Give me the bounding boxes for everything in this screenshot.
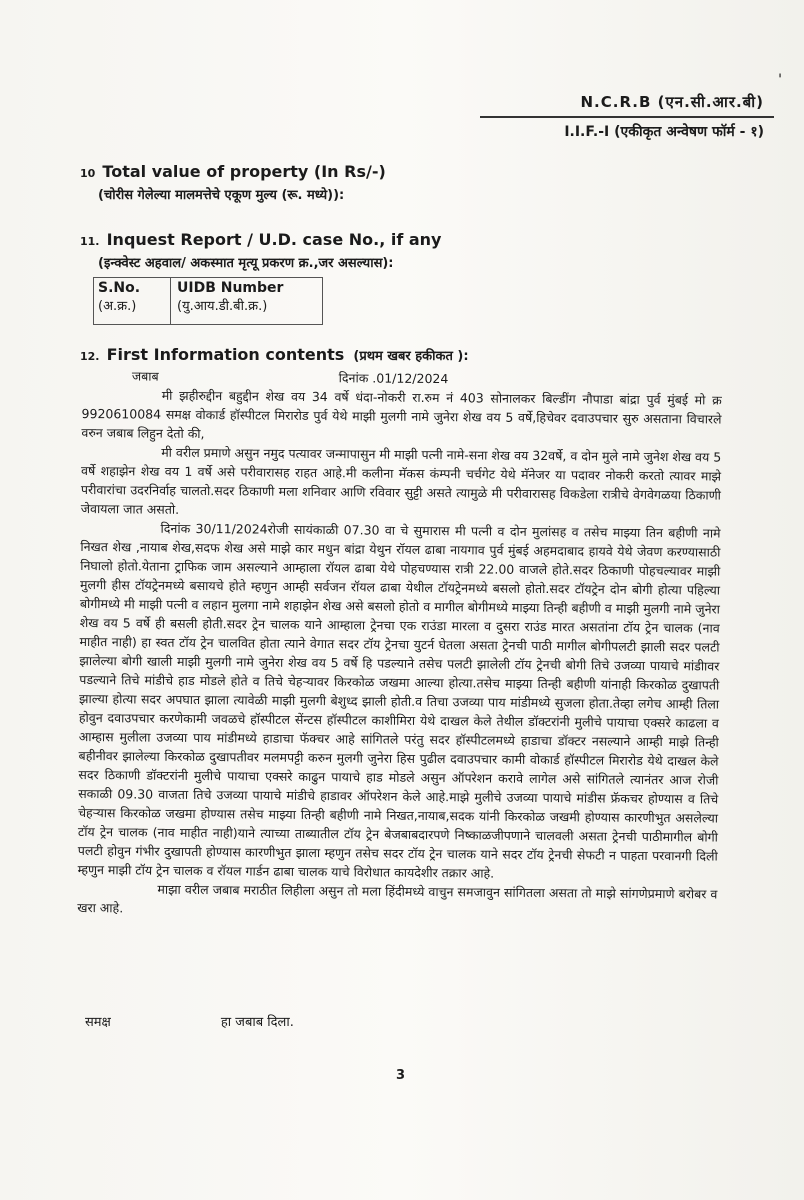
statement-paragraph-3: दिनांक 30/11/2024रोजी सायंकाळी 07.30 वा चे सुमारास मी पत्नी व दोन मुलांसह व तसेच माझ्या तिन बहीणी नामे निखत शेख ,नायाब शेख,सदफ शेख असे माझे कार मधुन बांद्रा येथुन रॉयल ढाबा नायगाव पुर्व मुंबई अहमदाबाद हायवे येथे जेवण करण्यासाठी निघालो होतो.येताना ट्राफिक जाम असल्याने आम्हाला रॉयल ढाबा येथे पोहचण्यास रात्री 22.00 वाजले होते.सदर ठिकाणी पोहचल्यावर माझी मुलगी हीस टॉयट्रेनमध्ये बसायचे होते म्हणुन आम्ही सर्वजन रॉयल ढाबा येथील टॉयट्रेनमध्ये बसलो होतो.सदर टॉयट्रेन दोन बोगी होत्या पहिल्या बोगीमध्ये मी माझी पत्नी व लहान मुलगा नामे शहाझेन शेख असे बसलो होतो व मागील बोगीमध्ये माझ्या तिन्ही बहीणी व माझी मुलगी नामे जुनेरा शेख वय 5 वर्षे ही बसली होती.सदर ट्रेन चालक याने आम्हाला ट्रेनचा एक राउंडा मारला व दुसरा राउंड मारत असतांना टॉय ट्रेन चालक (नाव माहीत नाही) हा स्वत टॉय ट्रेन चालवित होता त्याने वेगात सदर टॉय ट्रेनचा युटर्न घेतला असता ट्रेनची पाठी मागील बोगीपलटी झाली सदर पलटी झालेल्या बोगी खाली माझी मुलगी नामे जुनेरा शेख वय 5 वर्षे हि पडल्याने तसेच पलटी झालेली टॉय ट्रेनची बोगी तिचे उजव्या पायाचे मांडीावर पडल्याने तिचे मांडीचे हाड मोडले होते व तिचे चेहऱ्यावर किरकोळ जखमा आल्या होत्या.तसेच माझ्या तिन्ही बहीणी यांनाही किरकोळ दुखापती झाल्या होत्या सदर अपघात झाला त्यावेळी माझी मुलगी बेशुध्द झाली होती.व तिचा उजव्या पाय मांडीमध्ये सुजला होता.तेव्हा लगेच आम्ही तिला होवुन दवाउपचार करणेकामी जवळचे हॉस्पीटल सेंन्टस हॉस्पीटल काशीमिरा येथे दाखल केले तेथील डॉक्टरांनी मुलीचे पायाचा एक्सरे काढला व आम्हास मुलीला उजव्या पाय मांडीमध्ये हाडाचा फॅक्चर आहे सांगितले परंतु सदर हॉस्पीटलमध्ये हाडाचा डॉक्टर नसल्याने आम्ही माझे तिन्ही बहीनीवर झालेल्या किरकोळ दुखापतीवर मलमपट्टी करुन मुलगी जुनेरा हिस पुढील दवाउपचार कामी वोकार्ड हॉस्पीटल मिरारोड येथे दाखल केले सदर ठिकाणी डॉक्टरांनी मुलीचे पायाचा एक्सरे काढुन पायाचे हाड मोडले असुन ऑपरेशन करावे लागेल असे सांगितले त्यानंतर आज रोजी सकाळी 09.30 वाजता तिचे उजव्या पायाचे मांडीचे हाडावर ऑपरेशन केले आहे.माझे मुलीचे उजव्या पायाचे मांडीस फ्रॅकचर होण्यास व तिचे चेहऱ्यास किरकोळ जखमा होण्यास तसेच माझ्या तिन्ही बहीणी नामे निखत,नायाब,सदक यांनी किरकोळ जखमी होण्यास कारणीभुत असलेल्या टॉय ट्रेन चालक (नाव माहीत नाही)याने त्याच्या ताब्यातील टॉय ट्रेन बेजबाबदारपणे निष्काळजीपणाने चालवली असता ट्रेनची पाठीमागील बोगी पलटी होवुन गंभीर दुखापती होण्यास कारणीभुत झाला म्हणुन तसेच सदर टॉय ट्रेन चालक याने सदर टॉय ट्रेनची सेफटी न पाहता परवानगी दिली म्हणुन माझी टॉय ट्रेन चालक व रॉयल गार्डन ढाबा चालक याचे विरोधात कायदेशीर तक्रार आहे. [77, 520, 721, 881]
margin-mark: ' [778, 72, 782, 88]
uidb-table [93, 277, 323, 325]
statement-paragraph-4: माझा वरील जबाब मराठीत लिहीला असुन तो मला हिंदीमध्ये वाचुन समजावुन सांगितला असता तो माझे सांगणेप्रमाणे बरोबर व खरा आहे. [77, 881, 718, 916]
uidb-header: UIDB Number [177, 280, 284, 296]
section-11-subtitle: (इन्क्वेस्ट अहवाल/ अकस्मात मृत्यू प्रकरण क्र.,जर असल्यास): [98, 256, 394, 271]
section-10-title: Total value of property (In Rs/-) [102, 162, 386, 181]
ncrb-header: N.C.R.B (एन.सी.आर.बी) [580, 93, 764, 111]
sno-cell [94, 278, 171, 324]
section-11-number: 11. [80, 235, 100, 248]
sno-header-mr: (अ.क्र.) [98, 299, 137, 314]
section-10 [80, 162, 386, 203]
section-11-title: Inquest Report / U.D. case No., if any [106, 230, 442, 249]
page-number: 3 [396, 1068, 406, 1083]
section-12 [80, 345, 469, 364]
section-10-number: 10 [80, 167, 96, 180]
sno-header: S.No. [98, 280, 141, 296]
statement-label: जबाब [131, 368, 159, 384]
statement-given: हा जबाब दिला. [220, 1015, 294, 1030]
statement-body [77, 366, 722, 923]
statement-paragraph-1: मी झहीरुद्दीन बहुद्दीन शेख वय 34 वर्षे धंदा-नोकरी रा.रुम नं 403 सोनालकर बिल्डींग नौपाडा बांद्रा पुर्व मुंबई मो क्र 9920610084 समक्ष वोकार्ड हॉस्पीटल मिरारोड पुर्व येथे माझी मुलगी नामे जुनेरा शेख वय 5 वर्षे,हिचेवर दवाउपचार सुरु असताना विचारले वरुन जबाब लिहुन देतो की, [81, 387, 722, 442]
uidb-header-mr: (यु.आय.डी.बी.क्र.) [177, 299, 268, 314]
statement-footer [85, 1012, 294, 1030]
section-12-title: First Information contents [106, 345, 345, 364]
statement-date: दिनांक .01/12/2024 [338, 370, 449, 387]
uidb-cell [171, 278, 322, 324]
section-12-title-mr: (प्रथम खबर हकीकत ): [353, 349, 469, 364]
section-11 [80, 230, 441, 271]
iif-form-title: I.I.F.-I (एकीकृत अन्वेषण फॉर्म - १) [564, 124, 764, 140]
header-rule [480, 116, 774, 118]
section-10-subtitle: (चोरीस गेलेल्या मालमत्तेचे एकूण मुल्य (रू. मध्ये)): [98, 188, 345, 203]
statement-paragraph-2: मी वरील प्रमाणे असुन नमुद पत्यावर जन्मापासुन मी माझी पत्नी नामे-सना शेख वय 32वर्षे, व दोन मुले नामे जुनेश शेख वय 5 वर्षे शहाझेन शेख वय 1 वर्षे असे परीवारासह राहत आहे.मी कलीना मॅकस कंम्पनी चर्चगेट येथे मॅनेजर या पदावर नोकरी करतो त्यावर माझे परीवारांचा उदरनिर्वाह चालतो.सदर ठिकाणी मला शनिवार आणि रविवार सुट्टी असते त्यामुळे मी परीवारासह विकडेला रात्रीचे वेगवेगळया ठिकाणी जेवायला जात असतो. [80, 444, 722, 517]
section-12-number: 12. [80, 350, 100, 363]
samaksh-label: समक्ष [85, 1015, 111, 1030]
